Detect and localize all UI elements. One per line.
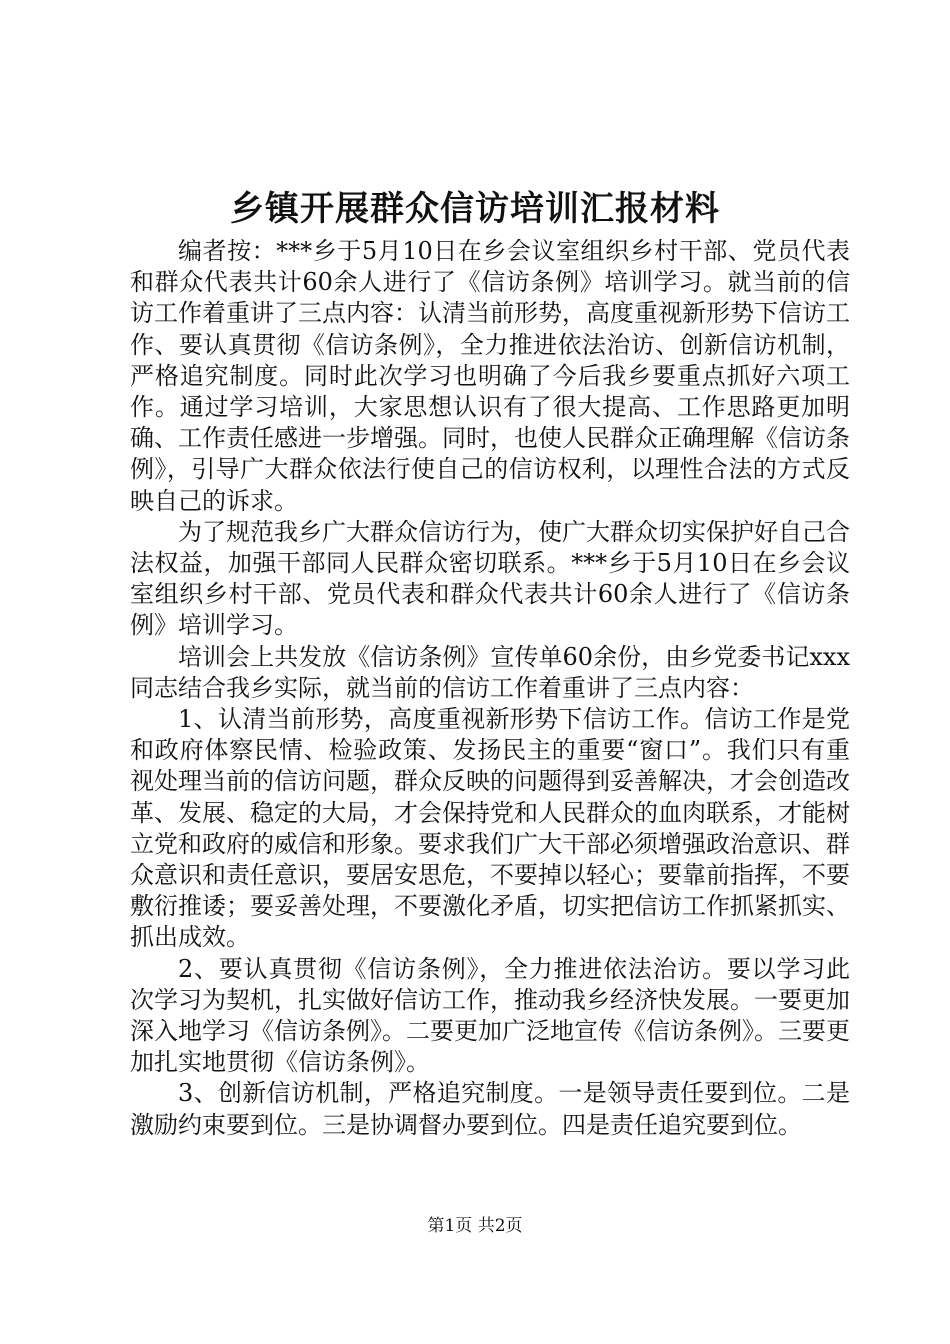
paragraph-training-overview: 培训会上共发放《信访条例》宣传单60余份，由乡党委书记xxx同志结合我乡实际，就当前的信访工作着重讲了三点内容： <box>130 642 850 702</box>
paragraph-point-3: 3、创新信访机制，严格追究制度。一是领导责任要到位。二是激励约束要到位。三是协调督办要到位。四是责任追究要到位。 <box>130 1079 850 1139</box>
document-title: 乡镇开展群众信访培训汇报材料 <box>230 189 720 229</box>
paragraph-editor-note: 编者按：***乡于5月10日在乡会议室组织乡村干部、党员代表和群众代表共计60余人进行了《信访条例》培训学习。就当前的信访工作着重讲了三点内容：认清当前形势，高度重视新形势下信访工作、要认真贯彻《信访条例》，全力推进依法治访、创新信访机制，严格追究制度。同时此次学习也明确了今后我乡要重点抓好六项工作。通过学习培训，大家思想认识有了很大提高、工作思路更加明确、工作责任感进一步增强。同时，也使人民群众正确理解《信访条例》，引导广大群众依法行使自己的信访权利，以理性合法的方式反映自己的诉求。 <box>130 237 850 515</box>
paragraph-point-1: 1、认清当前形势，高度重视新形势下信访工作。信访工作是党和政府体察民情、检验政策、发扬民主的重要“窗口”。我们只有重视处理当前的信访问题，群众反映的问题得到妥善解决，才会创造改革、发展、稳定的大局，才会保持党和人民群众的血肉联系，才能树立党和政府的威信和形象。要求我们广大干部必须增强政治意识、群众意识和责任意识，要居安思危，不要掉以轻心；要靠前指挥，不要敷衍推诿；要妥善处理，不要激化矛盾，切实把信访工作抓紧抓实、抓出成效。 <box>130 705 850 952</box>
page-number-footer: 第1页 共2页 <box>427 1216 523 1236</box>
paragraph-point-2: 2、要认真贯彻《信访条例》，全力推进依法治访。要以学习此次学习为契机，扎实做好信访工作，推动我乡经济快发展。一要更加深入地学习《信访条例》。二要更加广泛地宣传《信访条例》。三要更加扎实地贯彻《信访条例》。 <box>130 954 850 1077</box>
paragraph-intro: 为了规范我乡广大群众信访行为，使广大群众切实保护好自己合法权益，加强干部同人民群众密切联系。***乡于5月10日在乡会议室组织乡村干部、党员代表和群众代表共计60余人进行了《信访条例》培训学习。 <box>130 517 850 640</box>
document-body <box>130 236 850 1141</box>
